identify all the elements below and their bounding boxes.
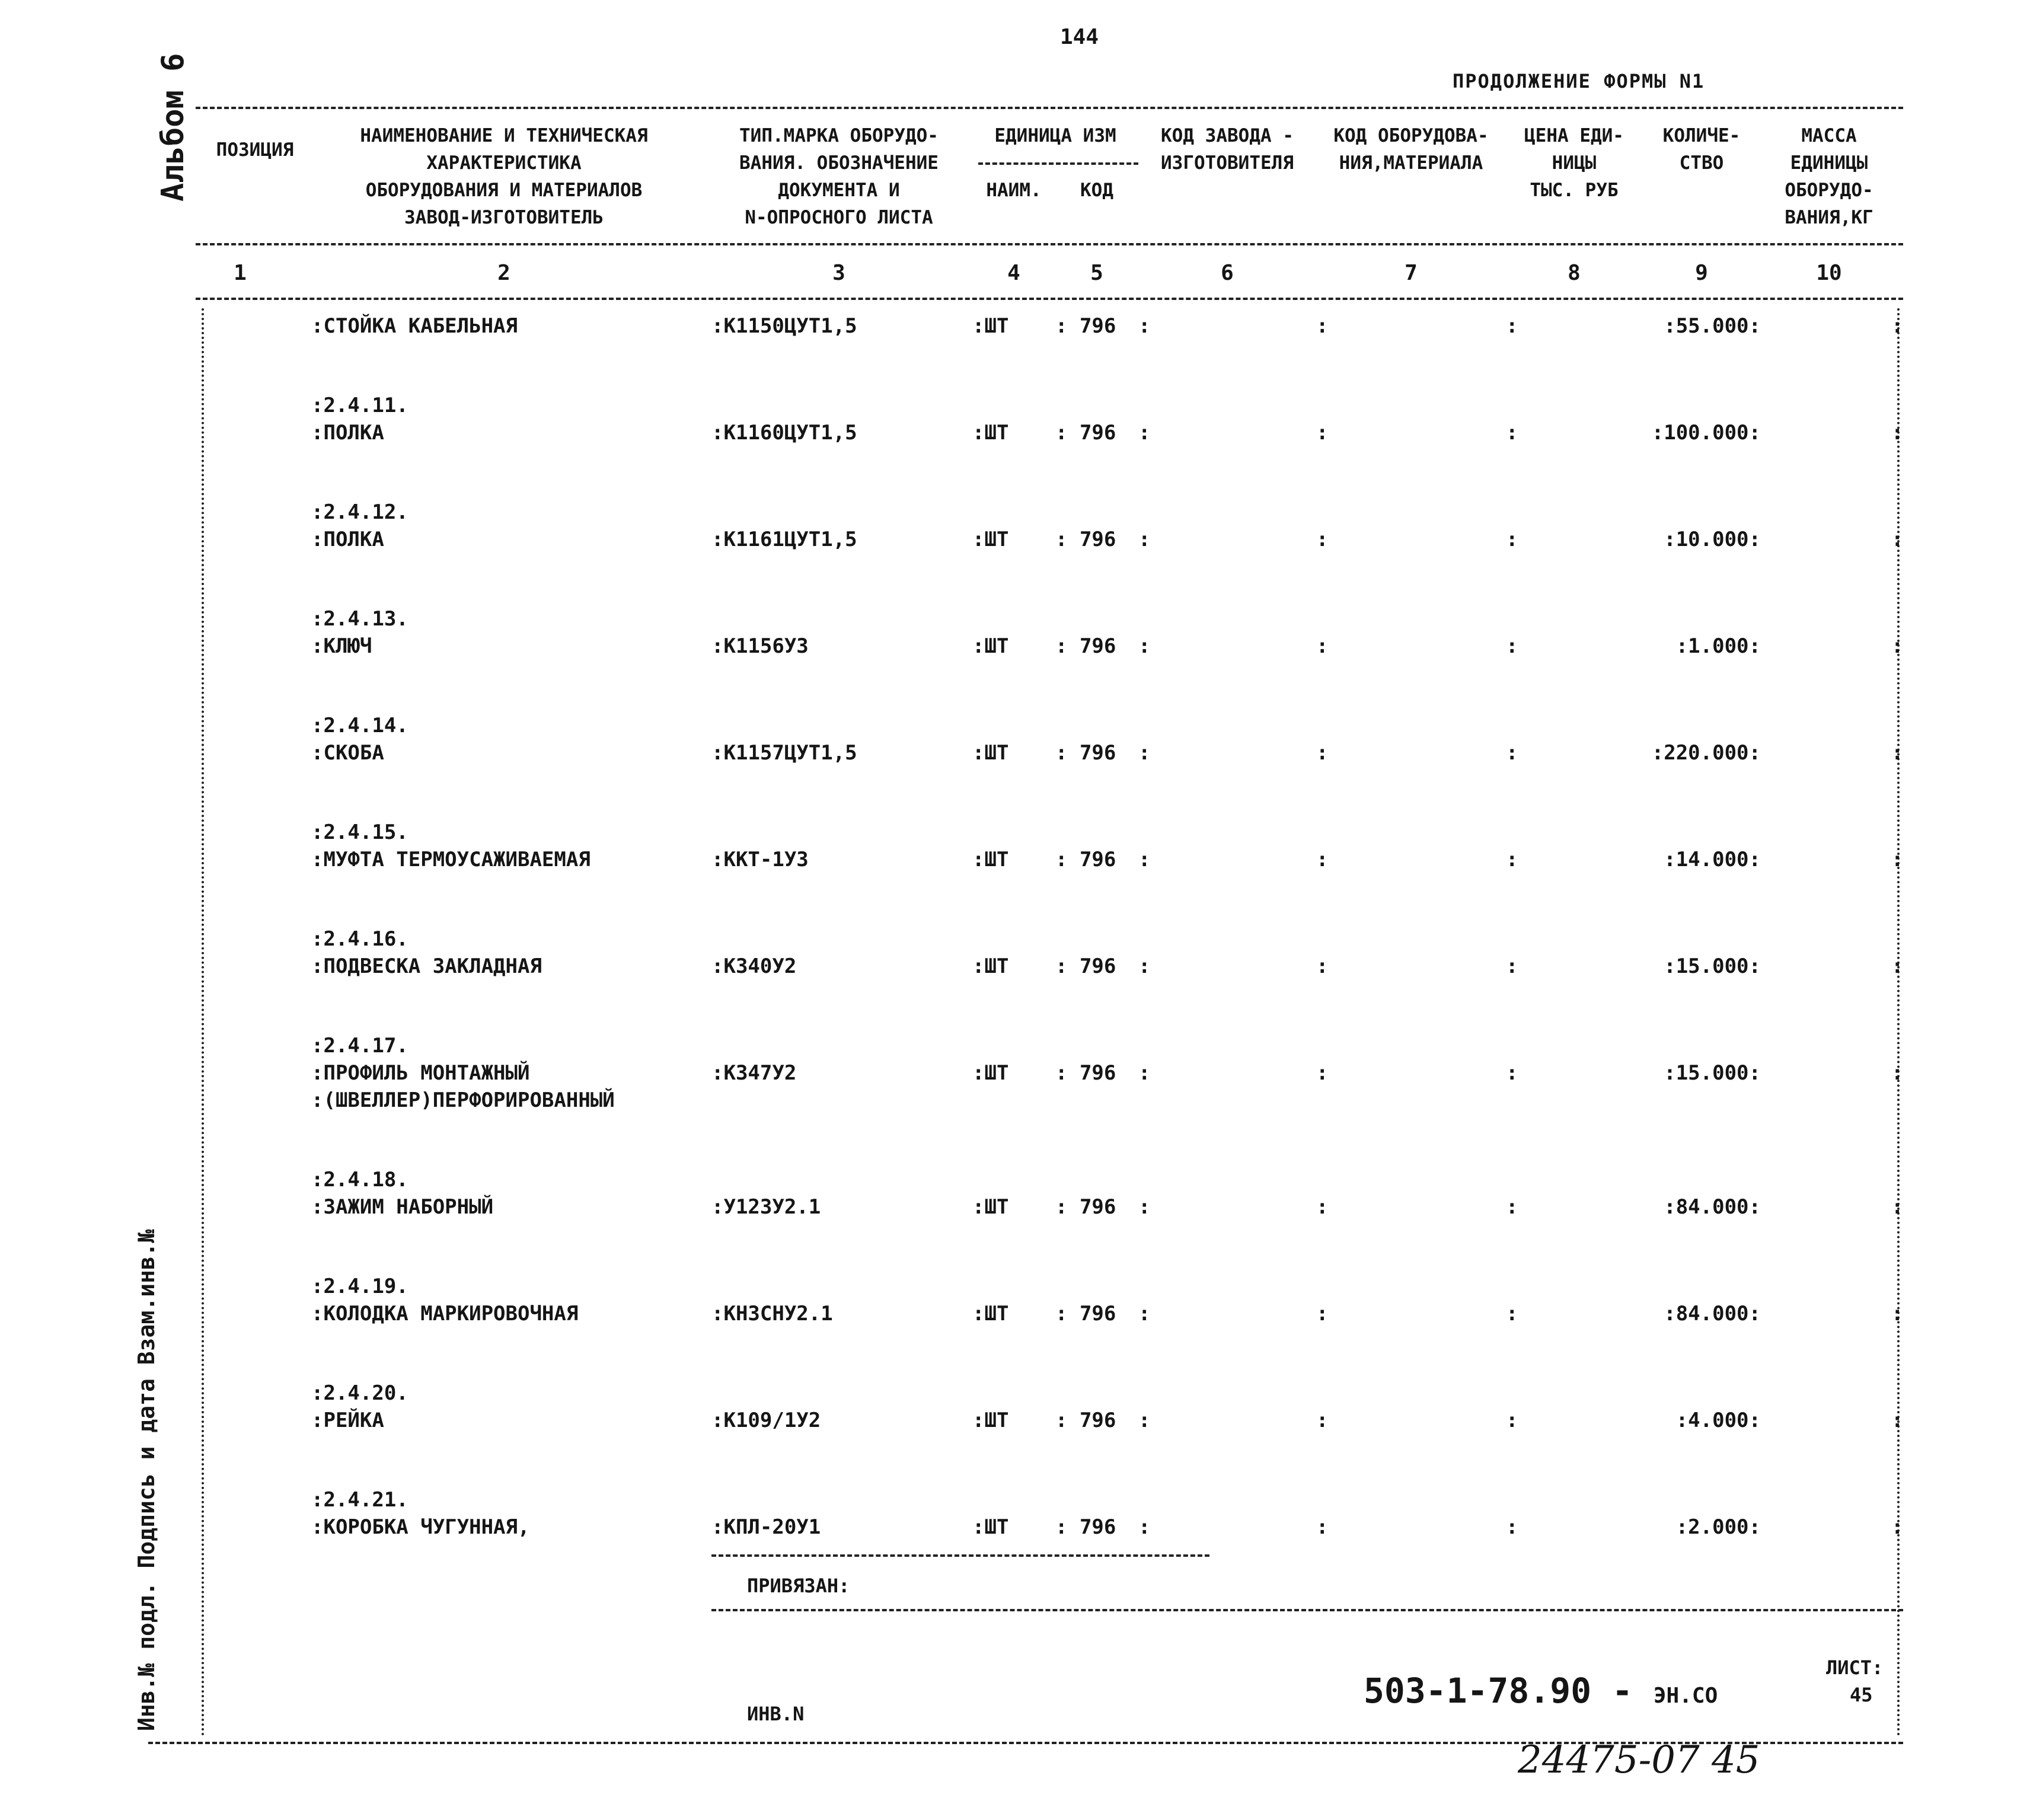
sheet-label: ЛИСТ:: [1826, 1656, 1884, 1679]
header-c10-line: МАССА: [1801, 125, 1857, 146]
item-name: :СТОЙКА КАБЕЛЬНАЯ: [311, 314, 518, 338]
cell-separator: :: [1138, 1195, 1151, 1219]
item-unit: :ШТ: [972, 1195, 1009, 1219]
cell-separator: :: [1316, 1195, 1329, 1219]
item-code: : 796: [1055, 1061, 1116, 1085]
header-unit-code: КОД: [1080, 180, 1113, 201]
cell-separator: :: [1891, 314, 1904, 338]
cell-separator: :: [1891, 1061, 1904, 1085]
cell-separator: :: [1316, 314, 1329, 338]
item-qty: :4.000:: [1675, 1409, 1761, 1432]
rule-header-bottom: [196, 243, 1903, 245]
cell-separator: :: [1316, 954, 1329, 978]
item-unit: :ШТ: [972, 1515, 1009, 1539]
item-unit: :ШТ: [972, 741, 1009, 765]
column-number: 5: [1090, 261, 1103, 285]
item-code: : 796: [1055, 421, 1116, 445]
cell-separator: :: [1138, 954, 1151, 978]
cell-separator: :: [1506, 528, 1518, 551]
inv-label: ИНВ.N: [747, 1703, 805, 1725]
cell-separator: :: [1891, 1195, 1904, 1219]
item-qty: :15.000:: [1664, 954, 1761, 978]
header-c3-line: ДОКУМЕНТА И: [778, 180, 900, 201]
header-c10-line: ОБОРУДО-: [1785, 180, 1873, 201]
item-name: :КОРОБКА ЧУГУННАЯ,: [311, 1515, 530, 1539]
cell-separator: :: [1316, 1061, 1329, 1085]
cell-separator: :: [1506, 1061, 1518, 1085]
cell-separator: :: [1891, 1409, 1904, 1432]
header-c10-line: ЕДИНИЦЫ: [1790, 152, 1868, 174]
album-label: Альбом 6: [155, 53, 191, 202]
cell-separator: :: [1316, 848, 1329, 871]
cell-separator: :: [1506, 421, 1518, 445]
item-unit: :ШТ: [972, 1302, 1009, 1326]
item-mark: :У123У2.1: [711, 1195, 821, 1219]
item-name: :ЗАЖИМ НАБОРНЫЙ: [311, 1195, 494, 1219]
rule-stamp-top: [711, 1554, 1209, 1557]
cell-separator: :: [1891, 954, 1904, 978]
item-unit: :ШТ: [972, 528, 1009, 551]
cell-separator: :: [1891, 634, 1904, 658]
column-number: 9: [1695, 261, 1708, 285]
cell-separator: :: [1506, 954, 1518, 978]
cell-separator: :: [1316, 1515, 1329, 1539]
cell-separator: :: [1891, 848, 1904, 871]
item-unit: :ШТ: [972, 848, 1009, 871]
item-mark: :К1156У3: [711, 634, 809, 658]
item-name: :СКОБА: [311, 741, 384, 765]
item-qty: :10.000:: [1664, 528, 1761, 551]
left-border: [202, 308, 204, 1737]
item-unit: :ШТ: [972, 314, 1009, 338]
item-position: :2.4.11.: [311, 394, 408, 417]
item-unit: :ШТ: [972, 634, 1009, 658]
header-c2-line: ЗАВОД-ИЗГОТОВИТЕЛЬ: [404, 207, 604, 228]
item-position: :2.4.20.: [311, 1381, 408, 1405]
item-unit: :ШТ: [972, 954, 1009, 978]
cell-separator: :: [1506, 848, 1518, 871]
item-mark: :К1160ЦУТ1,5: [711, 421, 857, 445]
item-position: :2.4.17.: [311, 1034, 408, 1058]
item-position: :2.4.21.: [311, 1488, 408, 1512]
page-number: 144: [1060, 25, 1099, 49]
item-mark: :К1150ЦУТ1,5: [711, 314, 857, 338]
item-qty: :100.000:: [1651, 421, 1761, 445]
document-number: 503-1-78.90 - ЭН.СО: [1364, 1671, 1718, 1711]
cell-separator: :: [1891, 1302, 1904, 1326]
continuation-title: ПРОДОЛЖЕНИЕ ФОРМЫ N1: [1453, 70, 1705, 92]
column-number: 6: [1221, 261, 1234, 285]
cell-separator: :: [1891, 528, 1904, 551]
header-c1-line: ПОЗИЦИЯ: [216, 139, 294, 161]
item-code: : 796: [1055, 1195, 1116, 1219]
cell-separator: :: [1506, 314, 1518, 338]
item-code: : 796: [1055, 1409, 1116, 1432]
header-c2-line: ХАРАКТЕРИСТИКА: [426, 152, 582, 174]
item-name: :МУФТА ТЕРМОУСАЖИВАЕМАЯ: [311, 848, 591, 871]
item-code: : 796: [1055, 528, 1116, 551]
item-name: :ПОЛКА: [311, 528, 384, 551]
cell-separator: :: [1506, 1302, 1518, 1326]
cell-separator: :: [1506, 741, 1518, 765]
cell-separator: :: [1138, 848, 1151, 871]
item-unit: :ШТ: [972, 1061, 1009, 1085]
item-unit: :ШТ: [972, 1409, 1009, 1432]
item-name: :ПРОФИЛЬ МОНТАЖНЫЙ: [311, 1061, 530, 1085]
item-qty: :1.000:: [1675, 634, 1761, 658]
rule-top: [196, 107, 1903, 109]
cell-separator: :: [1316, 1409, 1329, 1432]
cell-separator: :: [1316, 528, 1329, 551]
header-c8-line: ЦЕНА ЕДИ-: [1524, 125, 1624, 146]
cell-separator: :: [1138, 1061, 1151, 1085]
item-position: :2.4.12.: [311, 500, 408, 524]
item-code: : 796: [1055, 741, 1116, 765]
header-c8-line: ТЫС. РУБ: [1530, 180, 1619, 201]
item-qty: :2.000:: [1675, 1515, 1761, 1539]
cell-separator: :: [1506, 1409, 1518, 1432]
item-position: :2.4.18.: [311, 1168, 408, 1192]
linked-label: ПРИВЯЗАН:: [747, 1575, 850, 1597]
cell-separator: :: [1316, 421, 1329, 445]
item-unit: :ШТ: [972, 421, 1009, 445]
item-position: :2.4.14.: [311, 714, 408, 737]
cell-separator: :: [1506, 634, 1518, 658]
item-code: : 796: [1055, 954, 1116, 978]
item-name: :(ШВЕЛЛЕР)ПЕРФОРИРОВАННЫЙ: [311, 1088, 615, 1112]
cell-separator: :: [1891, 741, 1904, 765]
handwritten-number: 24475-07 45: [1518, 1738, 1760, 1782]
header-c2-line: НАИМЕНОВАНИЕ И ТЕХНИЧЕСКАЯ: [360, 125, 648, 146]
cell-separator: :: [1138, 314, 1151, 338]
cell-separator: :: [1138, 634, 1151, 658]
item-name: :ПОДВЕСКА ЗАКЛАДНАЯ: [311, 954, 542, 978]
item-mark: :К1157ЦУТ1,5: [711, 741, 857, 765]
item-position: :2.4.15.: [311, 820, 408, 844]
item-code: : 796: [1055, 1302, 1116, 1326]
item-qty: :14.000:: [1664, 848, 1761, 871]
header-c6-line: КОД ЗАВОДА -: [1161, 125, 1294, 146]
header-c2-line: ОБОРУДОВАНИЯ И МАТЕРИАЛОВ: [365, 180, 643, 201]
sheet-number: 45: [1850, 1684, 1873, 1706]
column-number: 4: [1007, 261, 1020, 285]
header-c9-line: КОЛИЧЕ-: [1662, 125, 1741, 146]
header-unit-name: НАИМ.: [986, 180, 1042, 201]
item-name: :КОЛОДКА МАРКИРОВОЧНАЯ: [311, 1302, 579, 1326]
item-mark: :КПЛ-20У1: [711, 1515, 821, 1539]
cell-separator: :: [1506, 1515, 1518, 1539]
item-qty: :15.000:: [1664, 1061, 1761, 1085]
header-c7-line: НИЯ,МАТЕРИАЛА: [1339, 152, 1483, 174]
header-c3-line: ВАНИЯ. ОБОЗНАЧЕНИЕ: [739, 152, 939, 174]
rule-colnum-bottom: [196, 298, 1903, 300]
header-c8-line: НИЦЫ: [1552, 152, 1597, 174]
header-c9-line: СТВО: [1679, 152, 1724, 174]
item-mark: :К347У2: [711, 1061, 797, 1085]
cell-separator: :: [1891, 421, 1904, 445]
column-number: 3: [832, 261, 845, 285]
cell-separator: :: [1138, 421, 1151, 445]
column-number: 2: [497, 261, 510, 285]
header-unit-group: ЕДИНИЦА ИЗМ: [994, 125, 1116, 146]
item-mark: :ККТ-1У3: [711, 848, 809, 871]
cell-separator: :: [1138, 741, 1151, 765]
item-code: : 796: [1055, 1515, 1116, 1539]
header-c10-line: ВАНИЯ,КГ: [1785, 207, 1873, 228]
rule-stamp-1: [711, 1609, 1903, 1611]
side-stamp: Инв.№ подл. Подпись и дата Взам.инв.№: [133, 1229, 159, 1731]
item-position: :2.4.19.: [311, 1275, 408, 1298]
cell-separator: :: [1506, 1195, 1518, 1219]
cell-separator: :: [1138, 1302, 1151, 1326]
item-code: : 796: [1055, 314, 1116, 338]
cell-separator: :: [1891, 1515, 1904, 1539]
item-qty: :55.000:: [1664, 314, 1761, 338]
item-mark: :К1161ЦУТ1,5: [711, 528, 857, 551]
cell-separator: :: [1316, 634, 1329, 658]
header-unit-rule: [978, 162, 1138, 165]
header-c3-line: N-ОПРОСНОГО ЛИСТА: [745, 207, 933, 228]
item-code: : 796: [1055, 848, 1116, 871]
item-qty: :84.000:: [1664, 1195, 1761, 1219]
item-qty: :220.000:: [1651, 741, 1761, 765]
item-code: : 796: [1055, 634, 1116, 658]
header-c7-line: КОД ОБОРУДОВА-: [1333, 125, 1489, 146]
item-name: :РЕЙКА: [311, 1409, 384, 1432]
item-position: :2.4.16.: [311, 927, 408, 951]
column-number: 1: [234, 261, 247, 285]
item-mark: :К109/1У2: [711, 1409, 821, 1432]
item-name: :ПОЛКА: [311, 421, 384, 445]
cell-separator: :: [1138, 1515, 1151, 1539]
item-mark: :КН3СНУ2.1: [711, 1302, 833, 1326]
column-number: 8: [1568, 261, 1581, 285]
header-c6-line: ИЗГОТОВИТЕЛЯ: [1161, 152, 1294, 174]
cell-separator: :: [1316, 741, 1329, 765]
header-c3-line: ТИП.МАРКА ОБОРУДО-: [739, 125, 939, 146]
item-qty: :84.000:: [1664, 1302, 1761, 1326]
column-number: 10: [1816, 261, 1842, 285]
cell-separator: :: [1138, 528, 1151, 551]
item-name: :КЛЮЧ: [311, 634, 372, 658]
item-mark: :К340У2: [711, 954, 797, 978]
column-number: 7: [1405, 261, 1418, 285]
cell-separator: :: [1138, 1409, 1151, 1432]
item-position: :2.4.13.: [311, 607, 408, 631]
cell-separator: :: [1316, 1302, 1329, 1326]
